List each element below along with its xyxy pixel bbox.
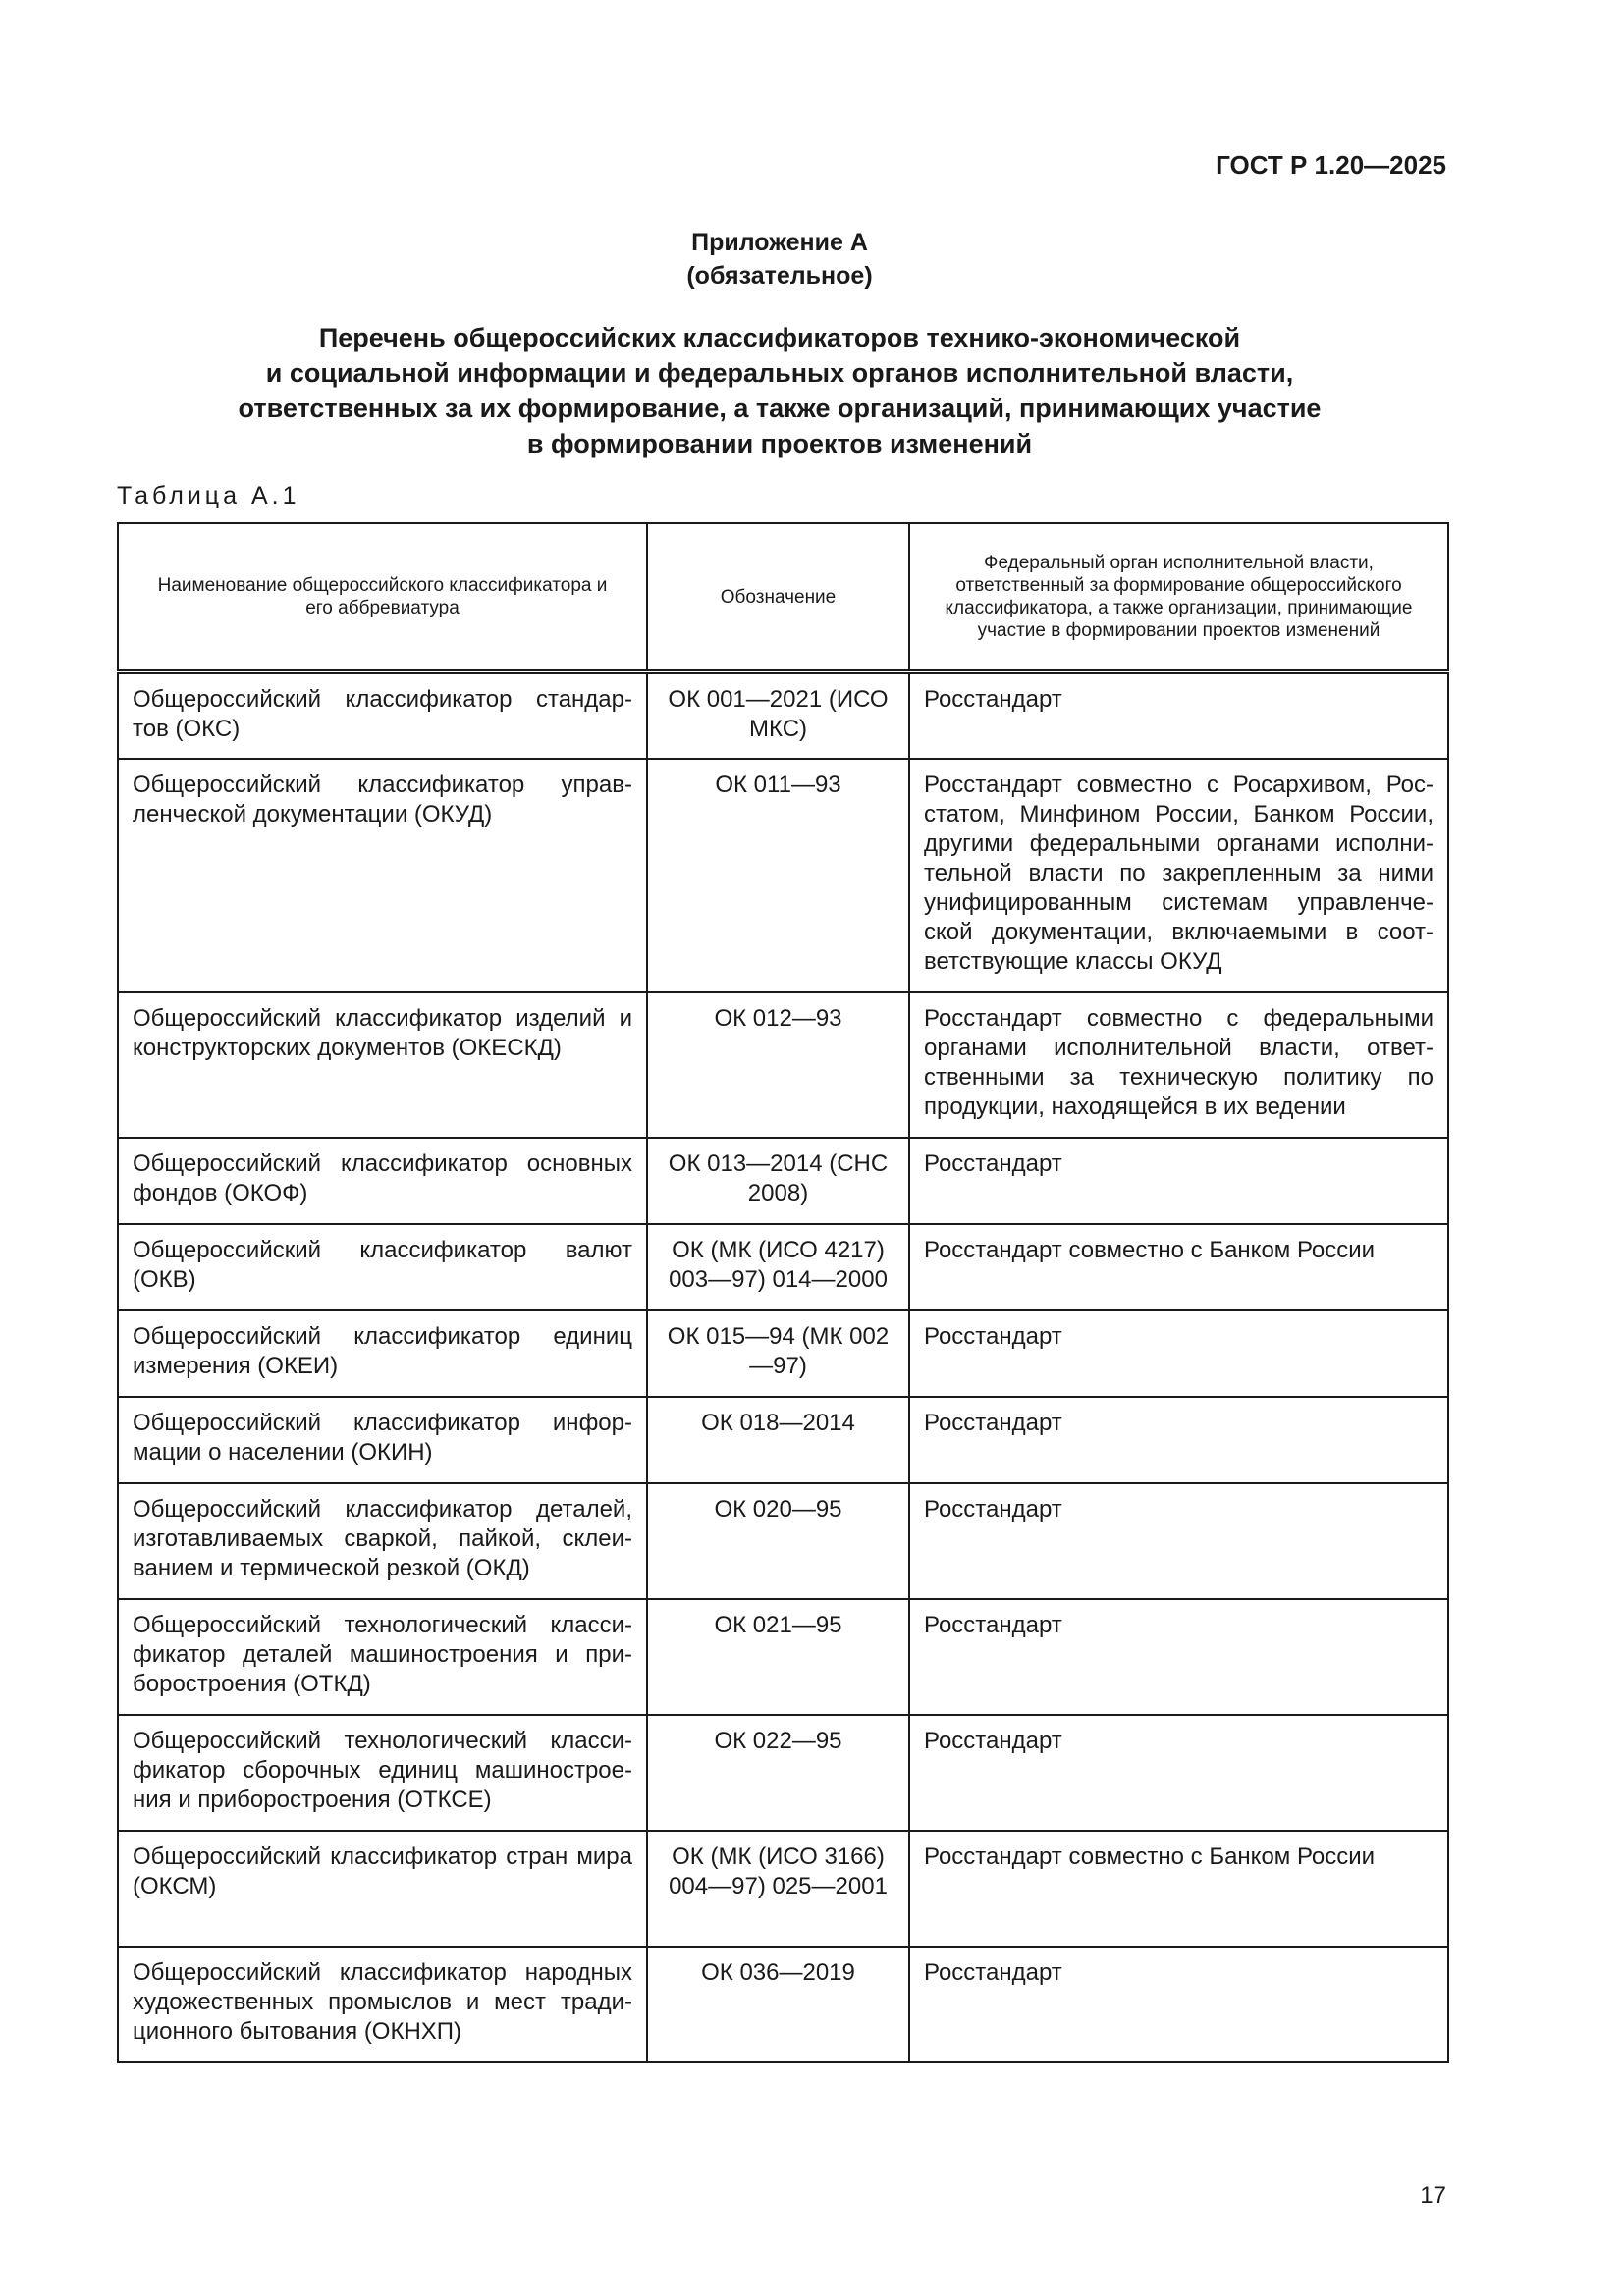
classifier-name-cell-text: Общероссийский классификатор валют (ОКВ): [133, 1236, 632, 1293]
table-row: [118, 1138, 1448, 1224]
classifier-name-cell: [118, 1599, 647, 1715]
responsible-organ-cell-text: Росстандарт совместно с федеральными органами исполнительной власти, ответ-ственными за техническую политику по продукции, находящейся в их ведении: [924, 1004, 1434, 1120]
annex-title-line: Перечень общероссийских классификаторов технико-экономической: [318, 323, 1241, 352]
classifier-code-cell: [647, 1397, 909, 1483]
classifier-name-cell: [118, 1831, 647, 1947]
responsible-organ-cell-text: Росстандарт: [924, 1958, 1062, 1986]
responsible-organ-cell: [909, 1599, 1448, 1715]
classifier-name-cell-text: Общероссийский технологический класси-фикатор сборочных единиц машинострое-ния и приборостроения (ОТКСЕ): [133, 1727, 632, 1813]
classifier-code-cell-text: ОК 021—95: [714, 1611, 842, 1638]
classifier-name-cell: [118, 1397, 647, 1483]
table-row: [118, 1310, 1448, 1397]
classifier-code-cell-text: ОК 036—2019: [701, 1958, 855, 1986]
responsible-organ-cell: [909, 1310, 1448, 1397]
classifier-name-cell-text: Общероссийский классификатор единиц измерения (ОКЕИ): [133, 1322, 632, 1379]
classifier-name-cell: [118, 1947, 647, 2062]
responsible-organ-cell: [909, 1715, 1448, 1831]
responsible-organ-cell: [909, 992, 1448, 1138]
responsible-organ-cell: [909, 1138, 1448, 1224]
classifier-code-cell-text: ОК 015—94 (МК 002—97): [667, 1322, 890, 1379]
classifier-code-cell-text: ОК 020—95: [714, 1495, 842, 1522]
responsible-organ-cell-text: Росстандарт: [924, 1149, 1062, 1177]
classifier-name-cell: [118, 1138, 647, 1224]
classifier-code-cell: [647, 672, 909, 759]
classifier-name-cell-text: Общероссийский классификатор изделий и конструкторских документов (ОКЕСКД): [133, 1004, 632, 1061]
classifier-name-cell-text: Общероссийский технологический класси-фикатор деталей машиностроения и при-боростроения (ОТКД): [133, 1611, 632, 1697]
responsible-organ-cell: [909, 1224, 1448, 1310]
classifier-name-cell-text: Общероссийский классификатор стран мира (ОКСМ): [133, 1842, 632, 1899]
table-row: [118, 1224, 1448, 1310]
classifier-name-cell: [118, 1310, 647, 1397]
responsible-organ-cell-text: Росстандарт: [924, 1322, 1062, 1350]
classifier-name-cell: [118, 759, 647, 992]
classifier-code-cell-text: ОК (МК (ИСО 4217) 003—97) 014—2000: [669, 1236, 888, 1293]
responsible-organ-cell-text: Росстандарт: [924, 1495, 1062, 1522]
responsible-organ-cell: [909, 1397, 1448, 1483]
classifier-name-cell: [118, 1715, 647, 1831]
annex-title-line: в формировании проектов изменений: [526, 429, 1033, 458]
classifier-code-cell: [647, 1138, 909, 1224]
appendix-title: Приложение А: [691, 229, 868, 256]
classifier-code-cell: [647, 1310, 909, 1397]
classifier-code-cell: [647, 1483, 909, 1599]
table-row: [118, 1397, 1448, 1483]
classifier-code-cell: [647, 1599, 909, 1715]
page-number: 17: [1420, 2182, 1446, 2209]
classifier-name-cell-text: Общероссийский классификатор стандар-тов (ОКС): [133, 686, 632, 742]
classifier-name-cell: [118, 672, 647, 759]
responsible-organ-cell-text: Росстандарт: [924, 1727, 1062, 1754]
classifier-name-cell-text: Общероссийский классификатор основных фондов (ОКОФ): [133, 1149, 632, 1206]
responsible-organ-cell-text: Росстандарт: [924, 1409, 1062, 1436]
table-row: [118, 1947, 1448, 2062]
classifier-code-cell: [647, 759, 909, 992]
classifier-name-cell-text: Общероссийский классификатор управ-ленческой документации (ОКУД): [133, 771, 632, 828]
classifier-code-cell-text: ОК 011—93: [715, 771, 841, 798]
classifier-code-cell-text: ОК 013—2014 (СНС 2008): [668, 1149, 889, 1206]
classifier-code-cell-text: ОК 022—95: [714, 1727, 842, 1754]
document-code: ГОСТ Р 1.20—2025: [1216, 150, 1446, 180]
classifier-code-cell: [647, 1947, 909, 2062]
classifier-code-cell-text: ОК 001—2021 (ИСО МКС): [668, 686, 889, 742]
header-cell-org: [909, 523, 1448, 672]
annex-title-line: и социальной информации и федеральных органов исполнительной власти,: [265, 358, 1294, 388]
classifier-code-cell: [647, 992, 909, 1138]
table-label: Таблица А.1: [117, 482, 300, 509]
classifier-code-cell: [647, 1715, 909, 1831]
classifier-code-cell: [647, 1224, 909, 1310]
classifier-code-cell-text: ОК 012—93: [714, 1004, 842, 1032]
classifier-name-cell-text: Общероссийский классификатор деталей, изготавливаемых сваркой, пайкой, склеи-ванием и термической резкой (ОКД): [133, 1495, 632, 1581]
classifier-code-cell: [647, 1831, 909, 1947]
appendix-status: (обязательное): [686, 262, 873, 290]
classifier-name-cell-text: Общероссийский классификатор народных художественных промыслов и мест тради-ционного бытования (ОКНХП): [133, 1958, 632, 2045]
classifiers-table: [117, 522, 1449, 2063]
responsible-organ-cell: [909, 1947, 1448, 2062]
classifier-name-cell-text: Общероссийский классификатор инфор-мации о населении (ОКИН): [133, 1409, 632, 1466]
header-cell-org-text: Федеральный орган исполнительной власти, ответственный за формирование общероссийского классификатора, а также организации, принимающие участие в формировании проектов изменений: [945, 553, 1413, 641]
responsible-organ-cell-text: Росстандарт совместно с Банком России: [924, 1842, 1376, 1870]
appendix-heading: [0, 226, 1559, 293]
responsible-organ-cell-text: Росстандарт совместно с Банком России: [924, 1236, 1376, 1263]
table-header-row: [118, 523, 1448, 672]
table-row: [118, 1715, 1448, 1831]
responsible-organ-cell-text: Росстандарт: [924, 686, 1062, 713]
classifier-name-cell: [118, 1483, 647, 1599]
header-cell-name: [118, 523, 647, 672]
header-cell-name-text: Наименование общероссийского классификатора и его аббревиатура: [157, 575, 608, 618]
annex-title-line: ответственных за их формирование, а также организаций, принимающих участие: [238, 394, 1322, 423]
classifier-name-cell: [118, 992, 647, 1138]
table-row: [118, 992, 1448, 1138]
table-row: [118, 1483, 1448, 1599]
responsible-organ-cell: [909, 1483, 1448, 1599]
responsible-organ-cell: [909, 1831, 1448, 1947]
table-row: [118, 759, 1448, 992]
classifier-code-cell-text: ОК (МК (ИСО 3166) 004—97) 025—2001: [669, 1842, 888, 1899]
responsible-organ-cell: [909, 672, 1448, 759]
header-cell-code: Обозначение: [647, 523, 909, 672]
annex-title: [0, 320, 1559, 461]
responsible-organ-cell-text: Росстандарт совместно с Росархивом, Рос-статом, Минфином России, Банком России, другими федеральными органами исполни-тельной власти по закрепленным за ними унифицированным системам управленче-ской документации, включаемыми в соот-ветствующие классы ОКУД: [924, 771, 1434, 975]
table-row: [118, 1599, 1448, 1715]
table-row: [118, 1831, 1448, 1947]
classifier-code-cell-text: ОК 018—2014: [701, 1409, 855, 1436]
table-body: [118, 672, 1448, 2062]
classifier-name-cell: [118, 1224, 647, 1310]
table-row: [118, 672, 1448, 759]
responsible-organ-cell-text: Росстандарт: [924, 1611, 1062, 1638]
responsible-organ-cell: [909, 759, 1448, 992]
